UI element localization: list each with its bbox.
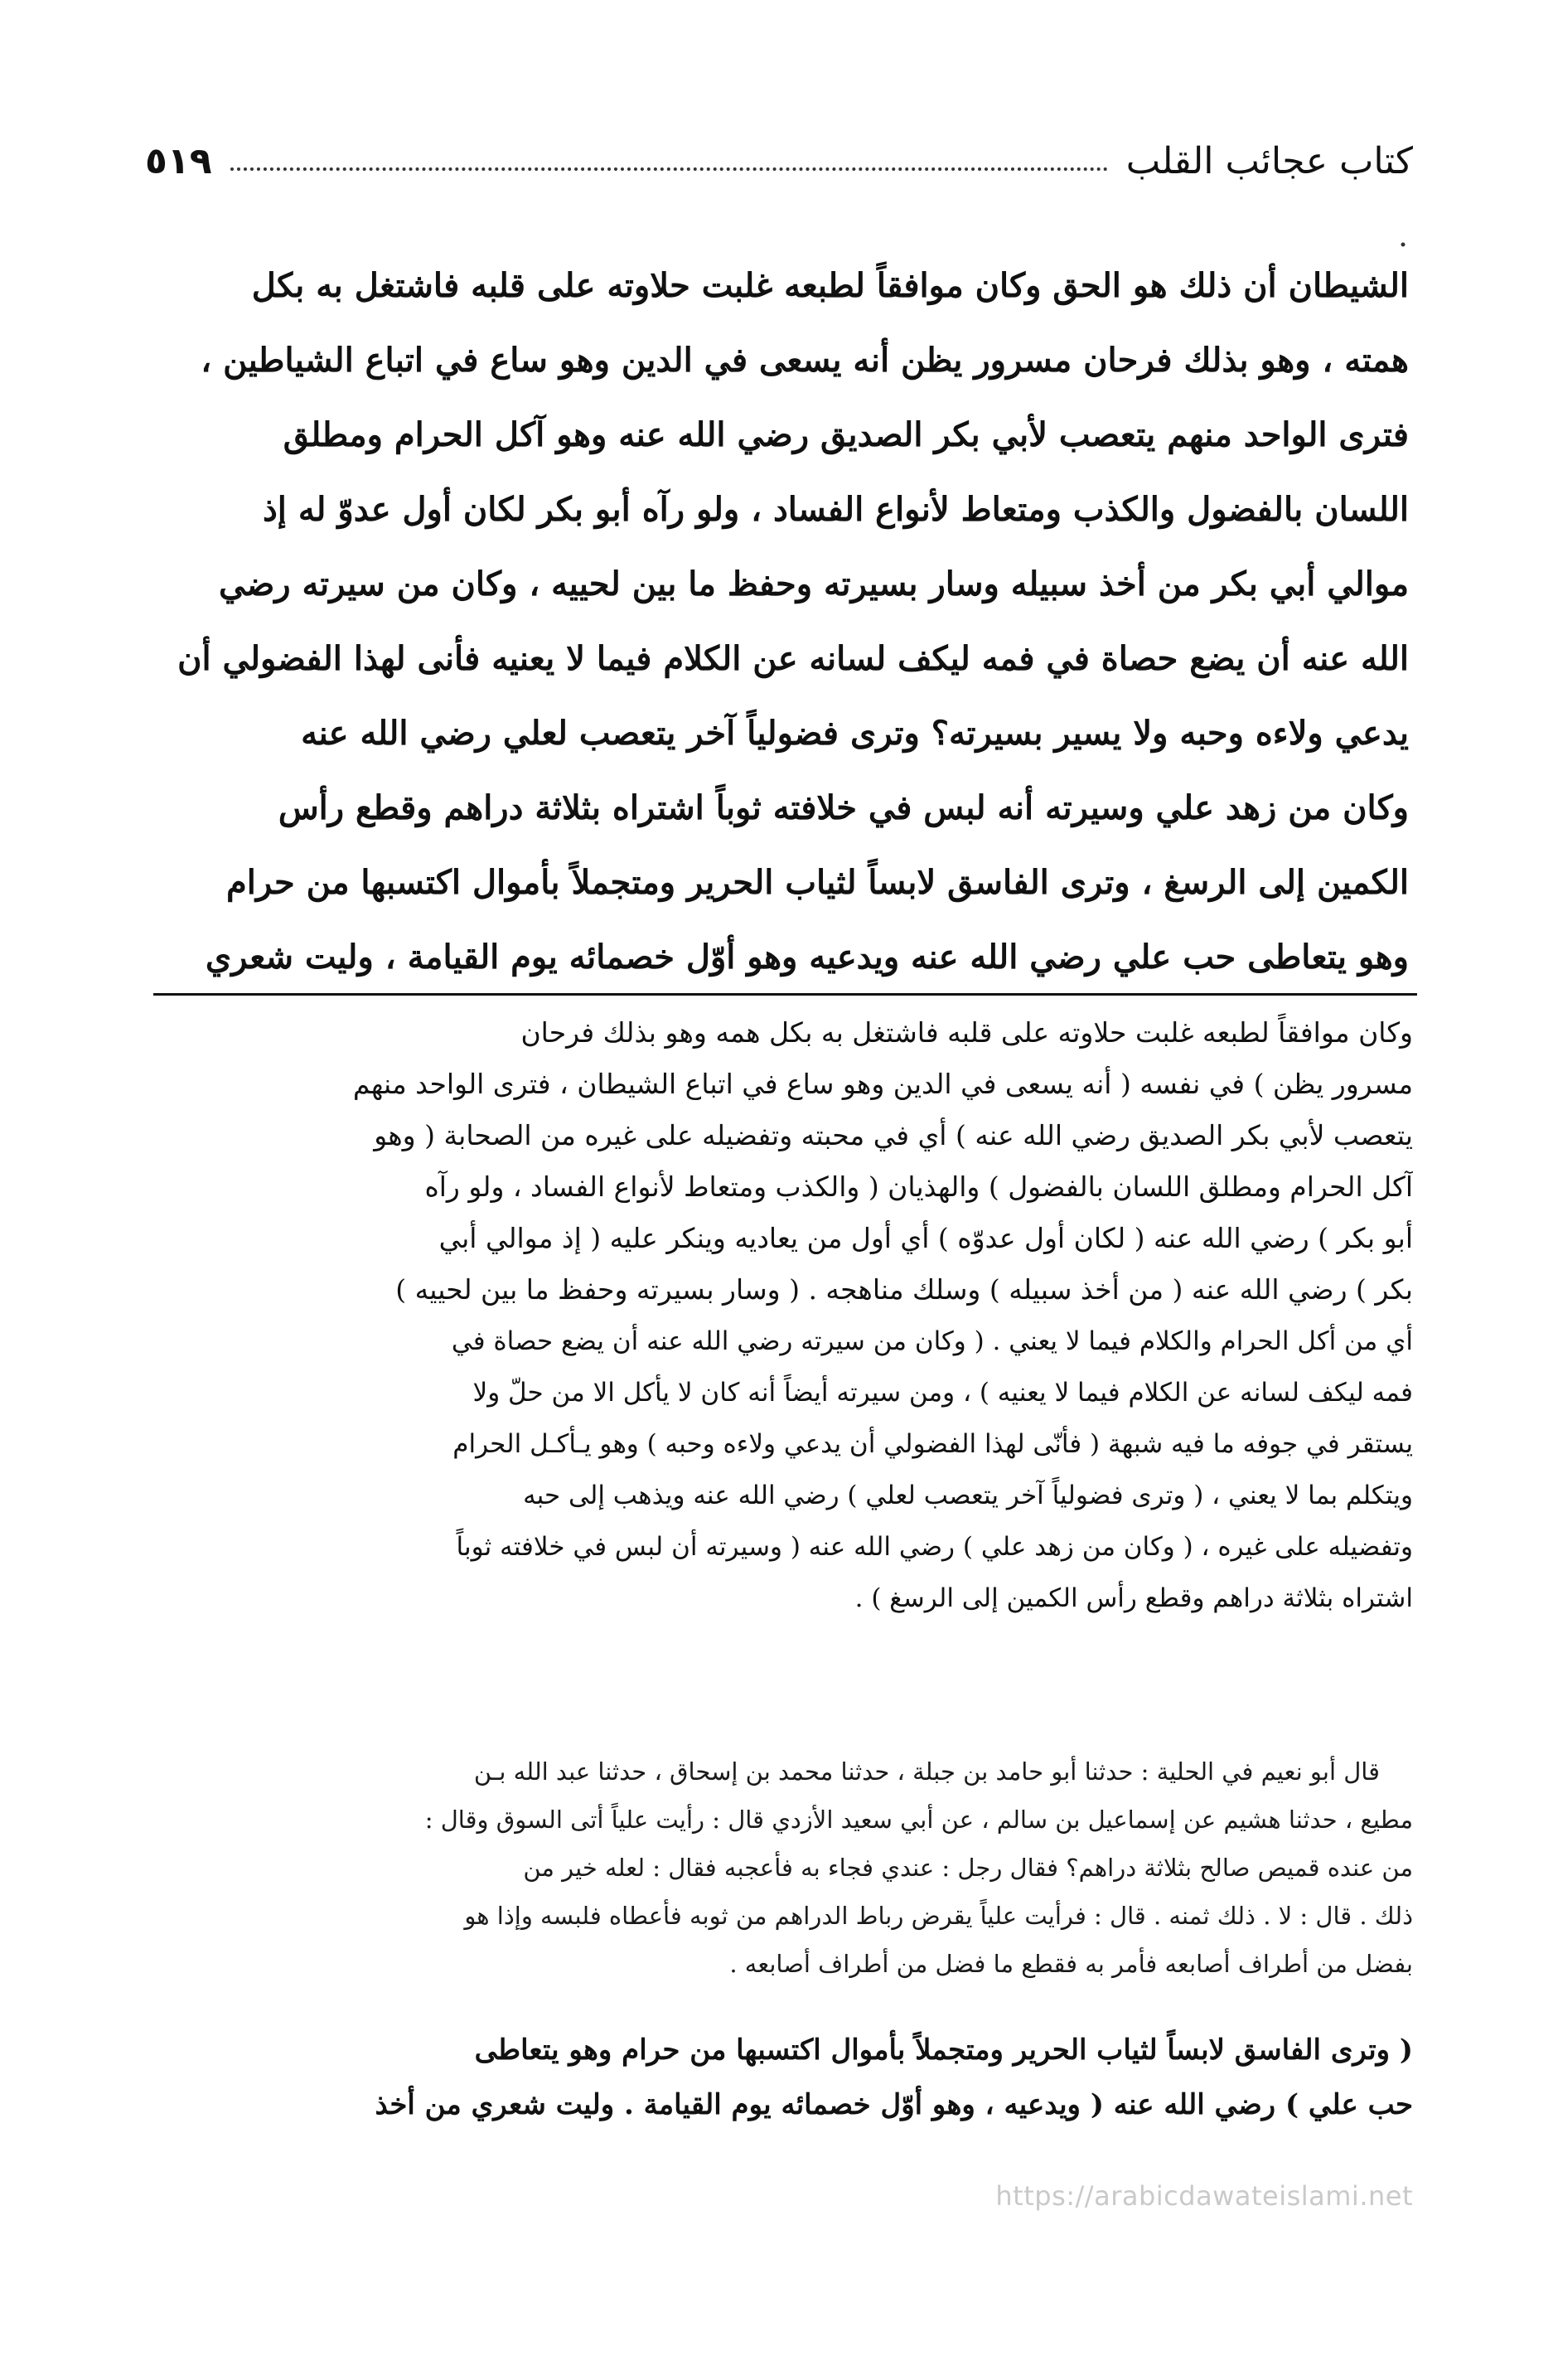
main-text-line: اللسان بالفضول والكذب ومتعاط لأنواع الفساد ، ولو رآه أبو بكر لكان أول عدوّ له إذ [262,490,1409,529]
commentary-line: أي من أكل الحرام والكلام فيما لا يعني . ( وكان من سيرته رضي الله عنه أن يضع حصاة في [451,1326,1413,1356]
main-text-line: يدعي ولاءه وحبه ولا يسير بسيرته؟ وترى فضولياً آخر يتعصب لعلي رضي الله عنه [301,714,1409,753]
closing-commentary-block [145,2023,1413,2132]
page-header [145,124,1413,182]
commentary-block [145,1007,1413,1624]
hadith-line: قال أبو نعيم في الحلية : حدثنا أبو حامد بن جبلة ، حدثنا محمد بن إسحاق ، حدثنا عبد الله بـن [473,1757,1380,1786]
main-text-block [153,249,1409,995]
commentary-line: يستقر في جوفه ما فيه شبهة ( فأنّى لهذا الفضولي أن يدعي ولاءه وحبه ) وهو يـأكـل الحرام [452,1429,1413,1459]
closing-line: حب علي ) رضي الله عنه ( ويدعيه ، وهو أوّل خصمائه يوم القيامة . وليت شعري من أخذ [375,2088,1413,2121]
hadith-line: مطيع ، حدثنا هشيم عن إسماعيل بن سالم ، عن أبي سعيد الأزدي قال : رأيت علياً أتى السوق وقال : [424,1806,1413,1834]
main-text-line: فترى الواحد منهم يتعصب لأبي بكر الصديق رضي الله عنه وهو آكل الحرام ومطلق [283,415,1409,454]
commentary-line: مسرور يظن ) في نفسه ( أنه يسعى في الدين وهو ساع في اتباع الشيطان ، فترى الواحد منهم [352,1068,1413,1100]
chapter-title: كتاب عجائب القلب [1125,140,1413,182]
hadith-note-block [145,1747,1413,1988]
commentary-line: وتفضيله على غيره ، ( وكان من زهد علي ) رضي الله عنه ( وسيرته أن لبس في خلافته ثوباً [456,1532,1413,1562]
hadith-line: من عنده قميص صالح بثلاثة دراهم؟ فقال رجل : عندي فجاء به فأعجبه فقال : لعله خير من [523,1854,1413,1882]
main-text-line: موالي أبي بكر من أخذ سبيله وسار بسيرته وحفظ ما بين لحييه ، وكان من سيرته رضي [218,565,1409,603]
commentary-line: فمه ليكف لسانه عن الكلام فيما لا يعنيه ) ، ومن سيرته أيضاً أنه كان لا يأكل الا من حلّ ولا [472,1378,1413,1408]
main-text-line: وهو يتعاطى حب علي رضي الله عنه ويدعيه وهو أوّل خصمائه يوم القيامة ، وليت شعري [205,938,1409,977]
commentary-line: اشتراه بثلاثة دراهم وقطع رأس الكمين إلى الرسغ ) . [854,1583,1413,1613]
main-text-line: الله عنه أن يضع حصاة في فمه ليكف لسانه عن الكلام فيما لا يعنيه فأنى لهذا الفضولي أن [177,639,1409,678]
header-dotted-leader [230,167,1108,171]
commentary-line: يتعصب لأبي بكر الصديق رضي الله عنه ) أي في محبته وتفضيله على غيره من الصحابة ( وهو [374,1119,1413,1151]
main-text-line: همته ، وهو بذلك فرحان مسرور يظن أنه يسعى في الدين وهو ساع في اتباع الشياطين ، [201,341,1409,380]
commentary-line: بكر ) رضي الله عنه ( من أخذ سبيله ) وسلك مناهجه . ( وسار بسيرته وحفظ ما بين لحييه ) [395,1273,1413,1306]
source-watermark: https://arabicdawateislami.net [995,2180,1413,2212]
main-text-line: الكمين إلى الرسغ ، وترى الفاسق لابساً لثياب الحرير ومتجملاً بأموال اكتسبها من حرام [226,863,1409,902]
page-number: ٥١٩ [145,140,212,182]
section-divider [153,993,1417,996]
hadith-line: بفضل من أطراف أصابعه فأمر به فقطع ما فضل من أطراف أصابعه . [729,1950,1413,1978]
main-text-line: وكان من زهد علي وسيرته أنه لبس في خلافته ثوباً اشتراه بثلاثة دراهم وقطع رأس [278,788,1409,827]
commentary-line: أبو بكر ) رضي الله عنه ( لكان أول عدوّه ) أي أول من يعاديه وينكر عليه ( إذ موالي أبي [438,1222,1413,1254]
main-text-line: الشيطان أن ذلك هو الحق وكان موافقاً لطبعه غلبت حلاوته على قلبه فاشتغل به بكل [251,266,1409,305]
closing-line: ( وترى الفاسق لابساً لثياب الحرير ومتجملاً بأموال اكتسبها من حرام وهو يتعاطى [474,2033,1413,2067]
hadith-line: ذلك . قال : لا . ذلك ثمنه . قال : فرأيت علياً يقرض رباط الدراهم من ثوبه فأعطاه فلبسه وإذا هو [464,1902,1413,1930]
ink-speck [1401,243,1406,247]
commentary-line: ويتكلم بما لا يعني ، ( وترى فضولياً آخر يتعصب لعلي ) رضي الله عنه ويذهب إلى حبه [523,1481,1413,1510]
commentary-line: وكان موافقاً لطبعه غلبت حلاوته على قلبه فاشتغل به بكل همه وهو بذلك فرحان [520,1016,1413,1049]
commentary-line: آكل الحرام ومطلق اللسان بالفضول ) والهذيان ( والكذب ومتعاط لأنواع الفساد ، ولو رآه [424,1171,1413,1203]
